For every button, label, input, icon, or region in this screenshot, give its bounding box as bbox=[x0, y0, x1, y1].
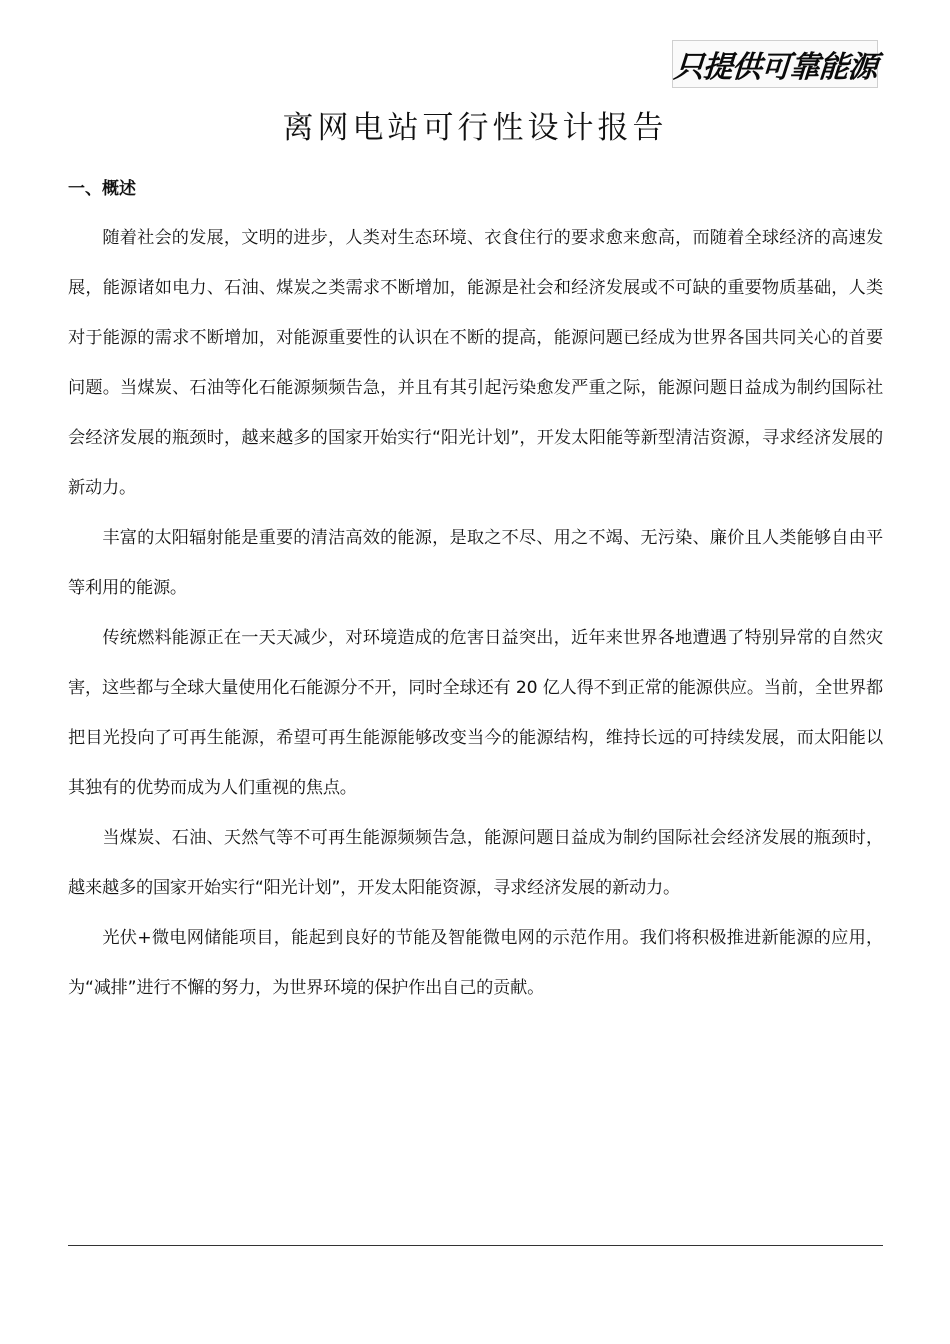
footer-divider bbox=[68, 1245, 883, 1246]
brand-logo bbox=[672, 40, 878, 88]
document-body bbox=[68, 213, 883, 1013]
document-title: 离网电站可行性设计报告 bbox=[282, 110, 668, 146]
paragraph: 丰富的太阳辐射能是重要的清洁高效的能源，是取之不尽、用之不竭、无污染、廉价且人类能够自由平等利用的能源。 bbox=[68, 528, 883, 598]
paragraph: 传统燃料能源正在一天天减少，对环境造成的危害日益突出，近年来世界各地遭遇了特别异常的自然灾害，这些都与全球大量使用化石能源分不开，同时全球还有 20 亿人得不到正常的能源供应。当前，全世界都把目光投向了可再生能源，希望可再生能源能够改变当今的能源结构，维持长远的可持续发展，而太阳能以其独有的优势而成为人们重视的焦点。 bbox=[68, 628, 883, 798]
paragraph: 光伏+微电网储能项目，能起到良好的节能及智能微电网的示范作用。我们将积极推进新能源的应用，为“减排”进行不懈的努力，为世界环境的保护作出自己的贡献。 bbox=[68, 928, 883, 998]
paragraph: 随着社会的发展，文明的进步，人类对生态环境、衣食住行的要求愈来愈高，而随着全球经济的高速发展，能源诸如电力、石油、煤炭之类需求不断增加，能源是社会和经济发展或不可缺的重要物质基础，人类对于能源的需求不断增加，对能源重要性的认识在不断的提高，能源问题已经成为世界各国共同关心的首要问题。当煤炭、石油等化石能源频频告急，并且有其引起污染愈发严重之际，能源问题日益成为制约国际社会经济发展的瓶颈时，越来越多的国家开始实行“阳光计划”，开发太阳能等新型清洁资源，寻求经济发展的新动力。 bbox=[68, 228, 883, 498]
paragraph: 当煤炭、石油、天然气等不可再生能源频频告急，能源问题日益成为制约国际社会经济发展的瓶颈时，越来越多的国家开始实行“阳光计划”，开发太阳能资源，寻求经济发展的新动力。 bbox=[68, 828, 883, 898]
logo-slogan: 只提供可靠能源 bbox=[672, 50, 878, 85]
section-heading: 一、概述 bbox=[68, 179, 136, 199]
